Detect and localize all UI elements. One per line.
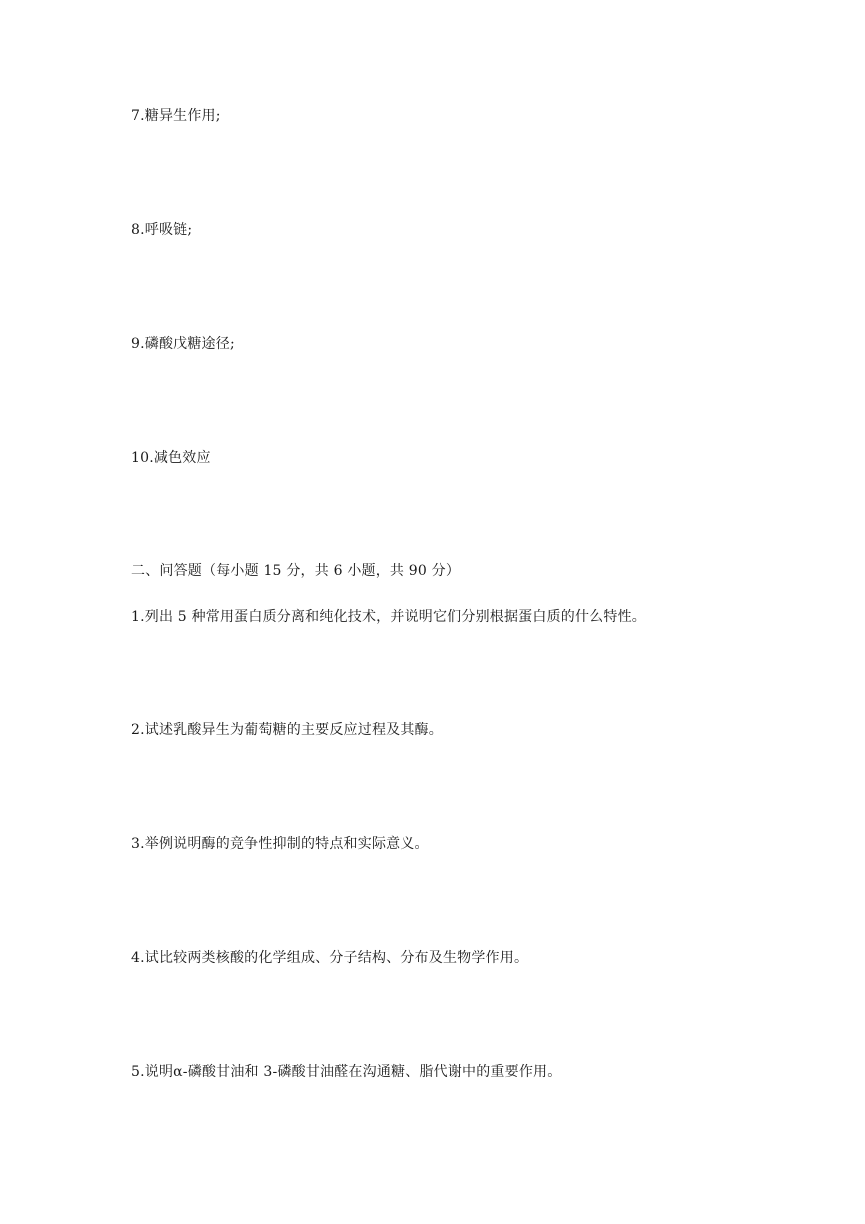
question-2: 2.试述乳酸异生为葡萄糖的主要反应过程及其酶。 bbox=[131, 722, 443, 738]
term-item-9: 9.磷酸戊糖途径; bbox=[131, 336, 235, 352]
question-4: 4.试比较两类核酸的化学组成、分子结构、分布及生物学作用。 bbox=[131, 950, 529, 966]
question-5: 5.说明α-磷酸甘油和 3-磷酸甘油醛在沟通糖、脂代谢中的重要作用。 bbox=[131, 1064, 562, 1080]
term-item-8: 8.呼吸链; bbox=[131, 222, 193, 238]
question-1: 1.列出 5 种常用蛋白质分离和纯化技术，并说明它们分别根据蛋白质的什么特性。 bbox=[131, 609, 646, 625]
term-item-7: 7.糖异生作用; bbox=[131, 108, 221, 124]
section-heading: 二、问答题（每小题 15 分，共 6 小题，共 90 分） bbox=[131, 563, 461, 579]
term-item-10: 10.减色效应 bbox=[131, 450, 211, 466]
question-3: 3.举例说明酶的竞争性抑制的特点和实际意义。 bbox=[131, 836, 429, 852]
